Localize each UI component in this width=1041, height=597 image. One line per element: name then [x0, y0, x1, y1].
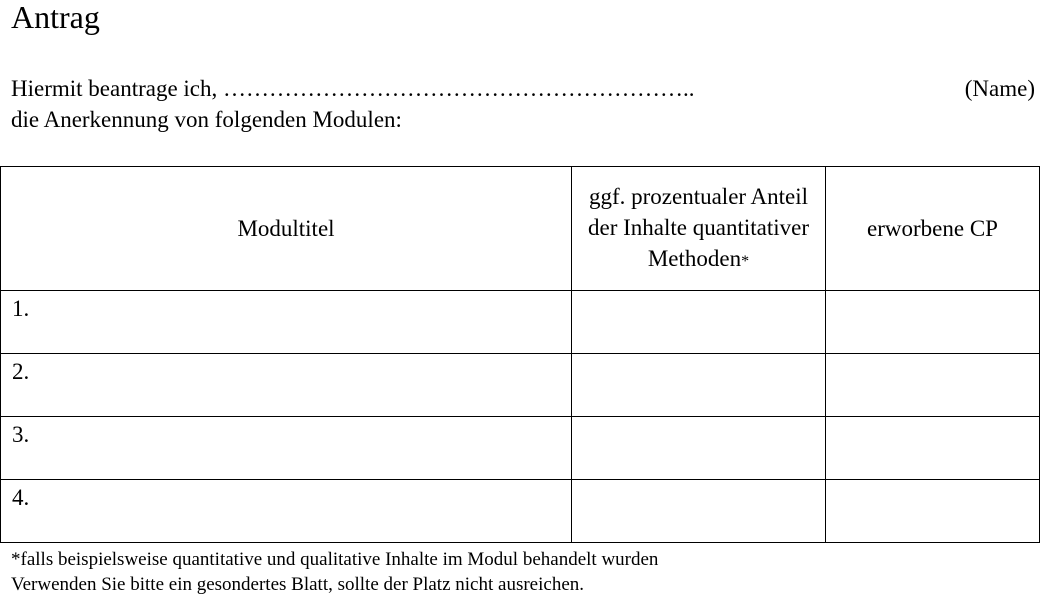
cell-anteil[interactable]: [572, 354, 826, 417]
table-row: [1, 480, 1040, 543]
footnote-line-1: *falls beispielsweise quantitative und qualitative Inhalte im Modul behandelt wurden: [11, 549, 659, 570]
cell-anteil[interactable]: [572, 417, 826, 480]
cell-cp[interactable]: [826, 291, 1040, 354]
cell-cp[interactable]: [826, 417, 1040, 480]
table-header-row: [1, 167, 1040, 291]
cell-anteil[interactable]: [572, 291, 826, 354]
row-number: 2.: [12, 359, 30, 384]
header-modultitel: Modultitel: [1, 167, 572, 291]
row-number: 4.: [12, 485, 30, 510]
table-row: [1, 354, 1040, 417]
header-anteil-text: ggf. prozentualer Anteil der Inhalte quantitativer Methoden: [588, 183, 809, 271]
cell-modultitel[interactable]: [1, 354, 572, 417]
modules-table: [0, 166, 1040, 543]
header-cp: erworbene CP: [826, 167, 1040, 291]
cell-cp[interactable]: [826, 480, 1040, 543]
footnote-block: [11, 547, 658, 597]
row-number: 1.: [12, 296, 30, 321]
cell-modultitel[interactable]: [1, 480, 572, 543]
table-row: [1, 417, 1040, 480]
cell-cp[interactable]: [826, 354, 1040, 417]
footnote-marker: *: [741, 252, 750, 270]
intro-line: [11, 75, 1035, 103]
page-title: Antrag: [11, 0, 100, 35]
row-number: 3.: [12, 422, 30, 447]
intro-text-2: die Anerkennung von folgenden Modulen:: [11, 107, 402, 132]
header-anteil: [572, 167, 826, 291]
table-row: [1, 291, 1040, 354]
intro-text: Hiermit beantrage ich, ……………………………………………………..: [11, 76, 695, 101]
name-label: (Name): [964, 76, 1035, 101]
footnote-line-2: Verwenden Sie bitte ein gesondertes Blatt, sollte der Platz nicht ausreichen.: [11, 574, 584, 595]
cell-modultitel[interactable]: [1, 291, 572, 354]
cell-modultitel[interactable]: [1, 417, 572, 480]
cell-anteil[interactable]: [572, 480, 826, 543]
